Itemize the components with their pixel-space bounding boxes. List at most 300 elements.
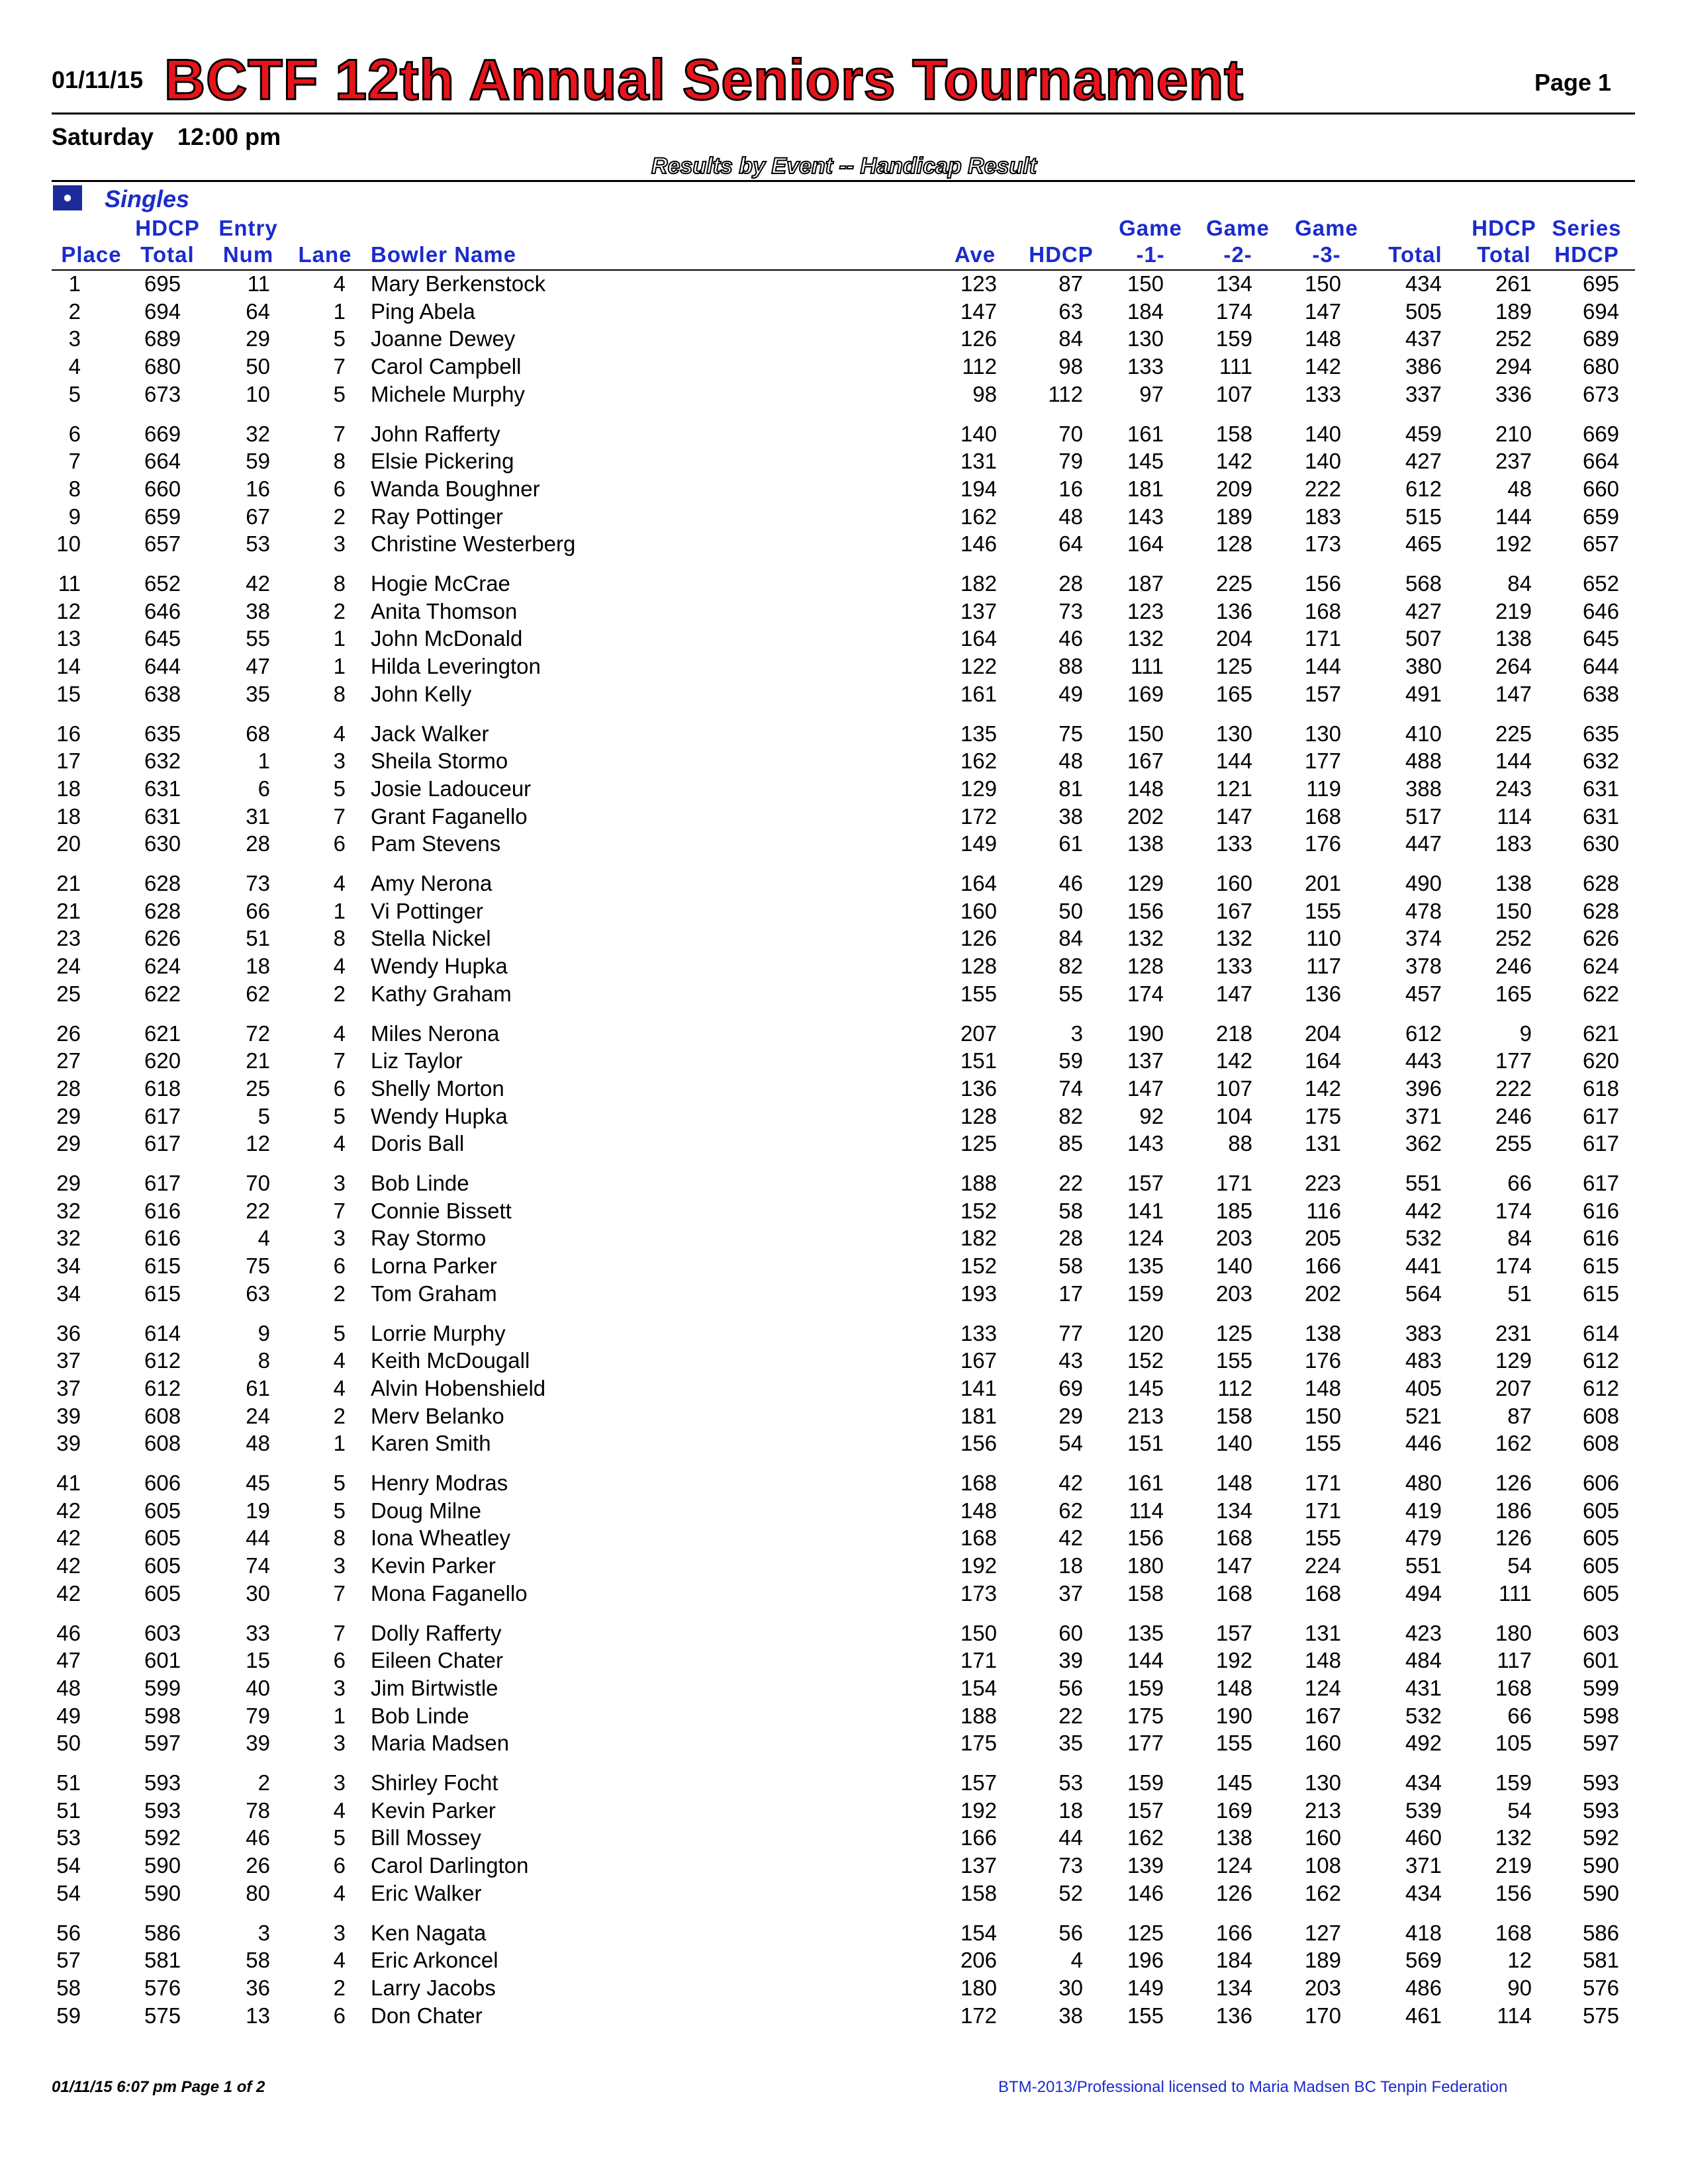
cell-place: 25 xyxy=(56,981,81,1006)
cell-series: 632 xyxy=(1582,749,1619,774)
cell-g3: 148 xyxy=(1304,1648,1341,1673)
cell-total: 551 xyxy=(1405,1553,1442,1578)
cell-g2: 148 xyxy=(1215,1675,1252,1700)
cell-place: 42 xyxy=(56,1525,81,1551)
table-row xyxy=(0,981,1688,1008)
cell-ave: 125 xyxy=(960,1131,997,1156)
cell-entry-num: 53 xyxy=(246,531,270,557)
cell-ave: 172 xyxy=(960,803,997,829)
table-row xyxy=(0,1581,1688,1608)
cell-place: 7 xyxy=(68,449,81,474)
cell-hdcp-total2: 111 xyxy=(1498,1580,1532,1606)
cell-g3: 213 xyxy=(1304,1797,1341,1823)
cell-hdcp-total: 601 xyxy=(144,1648,181,1673)
cell-hdcp-total2: 159 xyxy=(1495,1770,1532,1795)
cell-lane: 8 xyxy=(333,449,346,474)
cell-series: 622 xyxy=(1582,981,1619,1006)
cell-series: 638 xyxy=(1582,681,1619,706)
cell-place: 2 xyxy=(68,298,81,324)
cell-hdcp: 52 xyxy=(1058,1880,1083,1905)
cell-g3: 131 xyxy=(1304,1620,1341,1645)
table-row xyxy=(0,1253,1688,1280)
cell-total: 388 xyxy=(1405,776,1442,801)
cell-g3: 173 xyxy=(1304,531,1341,557)
cell-lane: 5 xyxy=(333,381,346,406)
cell-place: 34 xyxy=(56,1281,81,1306)
cell-entry-num: 39 xyxy=(246,1731,270,1756)
cell-g2: 158 xyxy=(1215,1403,1252,1428)
cell-total: 460 xyxy=(1405,1825,1442,1850)
cell-g2: 132 xyxy=(1215,926,1252,951)
cell-place: 51 xyxy=(56,1770,81,1795)
cell-lane: 3 xyxy=(333,1226,346,1251)
cell-bowler: Mary Berkenstock xyxy=(371,271,546,296)
cell-hdcp-total: 597 xyxy=(144,1731,181,1756)
cell-total: 505 xyxy=(1405,298,1442,324)
cell-bowler: Keith McDougall xyxy=(371,1348,530,1373)
cell-g3: 171 xyxy=(1304,1498,1341,1523)
cell-g2: 130 xyxy=(1215,721,1252,746)
footer-license: BTM-2013/Professional licensed to Maria Madsen BC Tenpin Federation xyxy=(998,2078,1508,2096)
cell-hdcp-total2: 246 xyxy=(1495,1103,1532,1128)
cell-hdcp-total2: 54 xyxy=(1507,1797,1532,1823)
cell-hdcp-total2: 168 xyxy=(1495,1675,1532,1700)
cell-bowler: Jim Birtwistle xyxy=(371,1675,498,1700)
cell-total: 478 xyxy=(1405,898,1442,923)
cell-g3: 148 xyxy=(1304,326,1341,351)
cell-total: 434 xyxy=(1405,271,1442,296)
cell-bowler: Wendy Hupka xyxy=(371,954,508,979)
cell-bowler: Kevin Parker xyxy=(371,1797,496,1823)
cell-lane: 5 xyxy=(333,1471,346,1495)
column-header-entry-num-bottom: Num xyxy=(222,242,274,267)
cell-lane: 4 xyxy=(333,1797,346,1823)
cell-g1: 213 xyxy=(1127,1403,1164,1428)
cell-series: 620 xyxy=(1582,1048,1619,1073)
cell-hdcp: 37 xyxy=(1058,1580,1083,1606)
cell-g1: 161 xyxy=(1127,1471,1164,1495)
cell-hdcp-total2: 147 xyxy=(1495,681,1532,706)
cell-series: 646 xyxy=(1582,598,1619,623)
cell-hdcp: 18 xyxy=(1058,1797,1083,1823)
cell-ave: 168 xyxy=(960,1525,997,1551)
cell-hdcp-total: 605 xyxy=(144,1525,181,1551)
report-subtitle: Results by Event -- Handicap Result xyxy=(651,154,1037,179)
cell-hdcp: 79 xyxy=(1058,449,1083,474)
cell-lane: 5 xyxy=(333,776,346,801)
cell-series: 616 xyxy=(1582,1198,1619,1223)
cell-series: 617 xyxy=(1582,1131,1619,1156)
cell-g3: 142 xyxy=(1304,1075,1341,1101)
report-day: Saturday xyxy=(52,123,154,150)
cell-hdcp-total: 646 xyxy=(144,598,181,623)
table-row xyxy=(0,1770,1688,1797)
cell-hdcp-total2: 174 xyxy=(1495,1198,1532,1223)
cell-entry-num: 25 xyxy=(246,1075,270,1101)
cell-ave: 148 xyxy=(960,1498,997,1523)
cell-g2: 168 xyxy=(1215,1525,1252,1551)
cell-hdcp-total2: 129 xyxy=(1495,1348,1532,1373)
cell-hdcp-total: 615 xyxy=(144,1281,181,1306)
cell-g1: 149 xyxy=(1127,1975,1164,2000)
column-header-entry-num-top: Entry xyxy=(218,216,278,240)
cell-g2: 159 xyxy=(1215,326,1252,351)
cell-entry-num: 55 xyxy=(246,626,270,651)
cell-g1: 114 xyxy=(1129,1498,1164,1523)
cell-lane: 3 xyxy=(333,531,346,557)
cell-place: 48 xyxy=(56,1675,81,1700)
cell-total: 569 xyxy=(1405,1948,1442,1973)
cell-place: 39 xyxy=(56,1403,81,1428)
cell-hdcp: 77 xyxy=(1058,1320,1083,1345)
cell-series: 645 xyxy=(1582,626,1619,651)
cell-g3: 171 xyxy=(1304,1471,1341,1495)
cell-g2: 158 xyxy=(1215,421,1252,446)
cell-bowler: Merv Belanko xyxy=(371,1403,504,1428)
cell-series: 635 xyxy=(1582,721,1619,746)
cell-hdcp: 17 xyxy=(1058,1281,1083,1306)
cell-bowler: Josie Ladouceur xyxy=(371,776,532,801)
cell-hdcp: 69 xyxy=(1058,1375,1083,1400)
cell-g3: 117 xyxy=(1306,954,1341,979)
cell-g3: 157 xyxy=(1304,681,1341,706)
cell-hdcp-total2: 117 xyxy=(1497,1648,1532,1673)
cell-bowler: Connie Bissett xyxy=(371,1198,512,1223)
cell-lane: 7 xyxy=(333,354,346,379)
cell-hdcp-total2: 252 xyxy=(1495,326,1532,351)
cell-g1: 150 xyxy=(1127,721,1164,746)
cell-lane: 2 xyxy=(333,1403,346,1428)
cell-hdcp: 46 xyxy=(1058,871,1083,895)
cell-g1: 143 xyxy=(1127,1131,1164,1156)
cell-series: 689 xyxy=(1582,326,1619,351)
cell-ave: 194 xyxy=(960,476,997,501)
cell-g3: 204 xyxy=(1304,1021,1341,1046)
cell-total: 437 xyxy=(1405,326,1442,351)
table-row xyxy=(0,654,1688,680)
cell-g1: 152 xyxy=(1127,1348,1164,1373)
cell-hdcp: 38 xyxy=(1058,2003,1083,2028)
cell-g1: 129 xyxy=(1127,871,1164,895)
cell-hdcp-total: 631 xyxy=(144,803,181,829)
table-row xyxy=(0,504,1688,531)
cell-entry-num: 45 xyxy=(246,1471,270,1495)
table-row xyxy=(0,1471,1688,1497)
cell-place: 20 xyxy=(56,831,81,856)
column-header-g1-top: Game xyxy=(1119,216,1182,240)
cell-hdcp-total: 608 xyxy=(144,1403,181,1428)
cell-entry-num: 70 xyxy=(246,1171,270,1195)
cell-series: 593 xyxy=(1582,1797,1619,1823)
cell-ave: 171 xyxy=(960,1648,997,1673)
cell-entry-num: 12 xyxy=(246,1131,270,1156)
cell-total: 521 xyxy=(1405,1403,1442,1428)
cell-total: 410 xyxy=(1405,721,1442,746)
cell-g1: 159 xyxy=(1127,1770,1164,1795)
cell-hdcp: 58 xyxy=(1058,1253,1083,1279)
cell-series: 603 xyxy=(1582,1620,1619,1645)
cell-g2: 107 xyxy=(1215,1075,1252,1101)
cell-place: 13 xyxy=(56,626,81,651)
cell-g2: 133 xyxy=(1215,954,1252,979)
cell-place: 36 xyxy=(56,1320,81,1345)
cell-g3: 110 xyxy=(1306,926,1341,951)
report-time: 12:00 pm xyxy=(177,123,281,150)
cell-g2: 111 xyxy=(1219,354,1252,379)
cell-lane: 5 xyxy=(333,1825,346,1850)
cell-g2: 104 xyxy=(1215,1103,1252,1128)
cell-ave: 129 xyxy=(960,776,997,801)
cell-lane: 2 xyxy=(333,1281,346,1306)
table-row xyxy=(0,1076,1688,1103)
cell-bowler: Dolly Rafferty xyxy=(371,1620,502,1645)
cell-total: 374 xyxy=(1405,926,1442,951)
table-row xyxy=(0,1104,1688,1130)
cell-g1: 202 xyxy=(1127,803,1164,829)
column-header-series-top: Series xyxy=(1552,216,1622,240)
cell-series: 657 xyxy=(1582,531,1619,557)
cell-hdcp-total2: 231 xyxy=(1495,1320,1532,1345)
column-header-g1-bottom: -1- xyxy=(1136,242,1165,267)
cell-g1: 184 xyxy=(1127,298,1164,324)
cell-g2: 225 xyxy=(1215,571,1252,596)
cell-g3: 175 xyxy=(1304,1103,1341,1128)
cell-entry-num: 10 xyxy=(246,381,270,406)
cell-total: 515 xyxy=(1405,504,1442,529)
cell-g2: 107 xyxy=(1215,381,1252,406)
cell-series: 615 xyxy=(1582,1253,1619,1279)
cell-hdcp: 43 xyxy=(1058,1348,1083,1373)
column-header-g3-bottom: -3- xyxy=(1312,242,1341,267)
cell-g1: 157 xyxy=(1127,1797,1164,1823)
cell-hdcp-total: 660 xyxy=(144,476,181,501)
cell-hdcp-total: 628 xyxy=(144,898,181,923)
cell-total: 423 xyxy=(1405,1620,1442,1645)
cell-hdcp: 82 xyxy=(1058,954,1083,979)
table-row xyxy=(0,1321,1688,1347)
cell-g3: 140 xyxy=(1304,449,1341,474)
cell-g1: 155 xyxy=(1127,2003,1164,2028)
cell-g2: 184 xyxy=(1215,1948,1252,1973)
cell-series: 617 xyxy=(1582,1171,1619,1195)
cell-g3: 150 xyxy=(1304,1403,1341,1428)
cell-bowler: Carol Campbell xyxy=(371,354,522,379)
cell-ave: 192 xyxy=(960,1797,997,1823)
cell-place: 5 xyxy=(68,381,81,406)
cell-total: 446 xyxy=(1405,1431,1442,1456)
cell-place: 51 xyxy=(56,1797,81,1823)
cell-g1: 161 xyxy=(1127,421,1164,446)
cell-entry-num: 67 xyxy=(246,504,270,529)
cell-lane: 5 xyxy=(333,1498,346,1523)
cell-hdcp-total: 622 xyxy=(144,981,181,1006)
cell-hdcp-total2: 126 xyxy=(1495,1525,1532,1551)
cell-lane: 7 xyxy=(333,1048,346,1073)
cell-hdcp-total2: 90 xyxy=(1507,1975,1532,2000)
cell-hdcp-total2: 48 xyxy=(1507,476,1532,501)
cell-lane: 7 xyxy=(333,1198,346,1223)
cell-hdcp-total: 669 xyxy=(144,421,181,446)
cell-hdcp: 46 xyxy=(1058,626,1083,651)
cell-g1: 138 xyxy=(1127,831,1164,856)
cell-series: 590 xyxy=(1582,1853,1619,1878)
cell-entry-num: 11 xyxy=(247,271,270,296)
cell-ave: 175 xyxy=(960,1731,997,1756)
cell-total: 568 xyxy=(1405,571,1442,596)
cell-hdcp-total: 632 xyxy=(144,749,181,774)
cell-g3: 176 xyxy=(1304,1348,1341,1373)
cell-g1: 139 xyxy=(1127,1853,1164,1878)
cell-bowler: Don Chater xyxy=(371,2003,483,2028)
cell-ave: 146 xyxy=(960,531,997,557)
cell-hdcp-total2: 84 xyxy=(1507,571,1532,596)
cell-hdcp: 42 xyxy=(1058,1525,1083,1551)
cell-series: 644 xyxy=(1582,654,1619,679)
cell-g1: 130 xyxy=(1127,326,1164,351)
cell-lane: 2 xyxy=(333,981,346,1006)
cell-bowler: Shelly Morton xyxy=(371,1075,504,1101)
cell-series: 660 xyxy=(1582,476,1619,501)
cell-g2: 171 xyxy=(1215,1171,1252,1195)
cell-g3: 127 xyxy=(1304,1920,1341,1945)
cell-hdcp: 4 xyxy=(1070,1948,1083,1973)
cell-lane: 2 xyxy=(333,504,346,529)
cell-lane: 8 xyxy=(333,681,346,706)
cell-hdcp-total: 615 xyxy=(144,1253,181,1279)
cell-hdcp-total: 630 xyxy=(144,831,181,856)
cell-hdcp-total: 575 xyxy=(144,2003,181,2028)
cell-g1: 132 xyxy=(1127,626,1164,651)
cell-lane: 4 xyxy=(333,1880,346,1905)
cell-bowler: Karen Smith xyxy=(371,1431,491,1456)
cell-g2: 209 xyxy=(1215,476,1252,501)
cell-series: 605 xyxy=(1582,1553,1619,1578)
cell-entry-num: 13 xyxy=(246,2003,270,2028)
cell-g2: 136 xyxy=(1215,598,1252,623)
cell-series: 606 xyxy=(1582,1471,1619,1495)
cell-total: 371 xyxy=(1405,1853,1442,1878)
cell-lane: 4 xyxy=(333,1131,346,1156)
cell-ave: 131 xyxy=(960,449,997,474)
cell-total: 405 xyxy=(1405,1375,1442,1400)
cell-ave: 161 xyxy=(960,681,997,706)
cell-entry-num: 73 xyxy=(246,871,270,895)
cell-entry-num: 1 xyxy=(258,749,270,774)
cell-entry-num: 22 xyxy=(246,1198,270,1223)
table-row xyxy=(0,531,1688,558)
cell-place: 10 xyxy=(56,531,81,557)
cell-hdcp-total: 612 xyxy=(144,1375,181,1400)
cell-ave: 135 xyxy=(960,721,997,746)
cell-g2: 189 xyxy=(1215,504,1252,529)
cell-place: 18 xyxy=(56,803,81,829)
bowling-icon: ● xyxy=(53,185,82,210)
cell-bowler: Carol Darlington xyxy=(371,1853,529,1878)
table-row xyxy=(0,1348,1688,1375)
cell-g1: 148 xyxy=(1127,776,1164,801)
cell-g2: 133 xyxy=(1215,831,1252,856)
cell-entry-num: 38 xyxy=(246,598,270,623)
cell-hdcp-total2: 180 xyxy=(1495,1620,1532,1645)
cell-g3: 150 xyxy=(1304,271,1341,296)
cell-series: 617 xyxy=(1582,1103,1619,1128)
cell-g3: 160 xyxy=(1304,1731,1341,1756)
cell-lane: 4 xyxy=(333,721,346,746)
cell-hdcp-total: 645 xyxy=(144,626,181,651)
table-row xyxy=(0,1525,1688,1552)
cell-total: 418 xyxy=(1405,1920,1442,1945)
cell-g3: 133 xyxy=(1304,381,1341,406)
cell-lane: 3 xyxy=(333,1920,346,1945)
cell-hdcp: 53 xyxy=(1058,1770,1083,1795)
cell-hdcp-total2: 66 xyxy=(1507,1171,1532,1195)
cell-entry-num: 74 xyxy=(246,1553,270,1578)
cell-bowler: Eric Walker xyxy=(371,1880,482,1905)
cell-entry-num: 40 xyxy=(246,1675,270,1700)
cell-hdcp-total2: 222 xyxy=(1495,1075,1532,1101)
cell-total: 486 xyxy=(1405,1975,1442,2000)
cell-total: 337 xyxy=(1405,381,1442,406)
cell-g2: 134 xyxy=(1215,1498,1252,1523)
cell-bowler: John McDonald xyxy=(371,626,523,651)
cell-g2: 112 xyxy=(1217,1375,1252,1400)
table-row xyxy=(0,749,1688,775)
cell-hdcp-total: 644 xyxy=(144,654,181,679)
cell-g2: 203 xyxy=(1215,1226,1252,1251)
cell-total: 442 xyxy=(1405,1198,1442,1223)
cell-g3: 162 xyxy=(1304,1880,1341,1905)
cell-g2: 157 xyxy=(1215,1620,1252,1645)
cell-entry-num: 4 xyxy=(258,1226,270,1251)
cell-bowler: Henry Modras xyxy=(371,1471,508,1495)
cell-bowler: Ray Stormo xyxy=(371,1226,487,1251)
cell-entry-num: 62 xyxy=(246,981,270,1006)
cell-hdcp: 28 xyxy=(1058,1226,1083,1251)
cell-hdcp-total: 581 xyxy=(144,1948,181,1973)
cell-g3: 124 xyxy=(1304,1675,1341,1700)
cell-hdcp: 85 xyxy=(1058,1131,1083,1156)
cell-series: 615 xyxy=(1582,1281,1619,1306)
cell-ave: 150 xyxy=(960,1620,997,1645)
cell-hdcp-total2: 51 xyxy=(1507,1281,1532,1306)
cell-ave: 188 xyxy=(960,1703,997,1728)
cell-entry-num: 28 xyxy=(246,831,270,856)
cell-g3: 201 xyxy=(1304,871,1341,895)
cell-g3: 147 xyxy=(1304,298,1341,324)
table-row xyxy=(0,1704,1688,1730)
cell-hdcp-total: 617 xyxy=(144,1103,181,1128)
cell-total: 461 xyxy=(1405,2003,1442,2028)
cell-total: 459 xyxy=(1405,421,1442,446)
cell-g1: 135 xyxy=(1127,1253,1164,1279)
cell-lane: 6 xyxy=(333,1648,346,1673)
cell-bowler: Larry Jacobs xyxy=(371,1975,496,2000)
cell-hdcp-total2: 225 xyxy=(1495,721,1532,746)
cell-lane: 8 xyxy=(333,926,346,951)
cell-bowler: Hilda Leverington xyxy=(371,654,541,679)
cell-g2: 185 xyxy=(1215,1198,1252,1223)
column-header-place-bottom: Place xyxy=(61,242,122,267)
cell-total: 532 xyxy=(1405,1226,1442,1251)
cell-ave: 122 xyxy=(960,654,997,679)
cell-series: 590 xyxy=(1582,1880,1619,1905)
cell-hdcp-total2: 12 xyxy=(1507,1948,1532,1973)
cell-g1: 156 xyxy=(1127,898,1164,923)
cell-lane: 6 xyxy=(333,831,346,856)
column-header-total-bottom: Total xyxy=(1388,242,1442,267)
cell-hdcp: 88 xyxy=(1058,654,1083,679)
cell-hdcp-total2: 144 xyxy=(1495,749,1532,774)
